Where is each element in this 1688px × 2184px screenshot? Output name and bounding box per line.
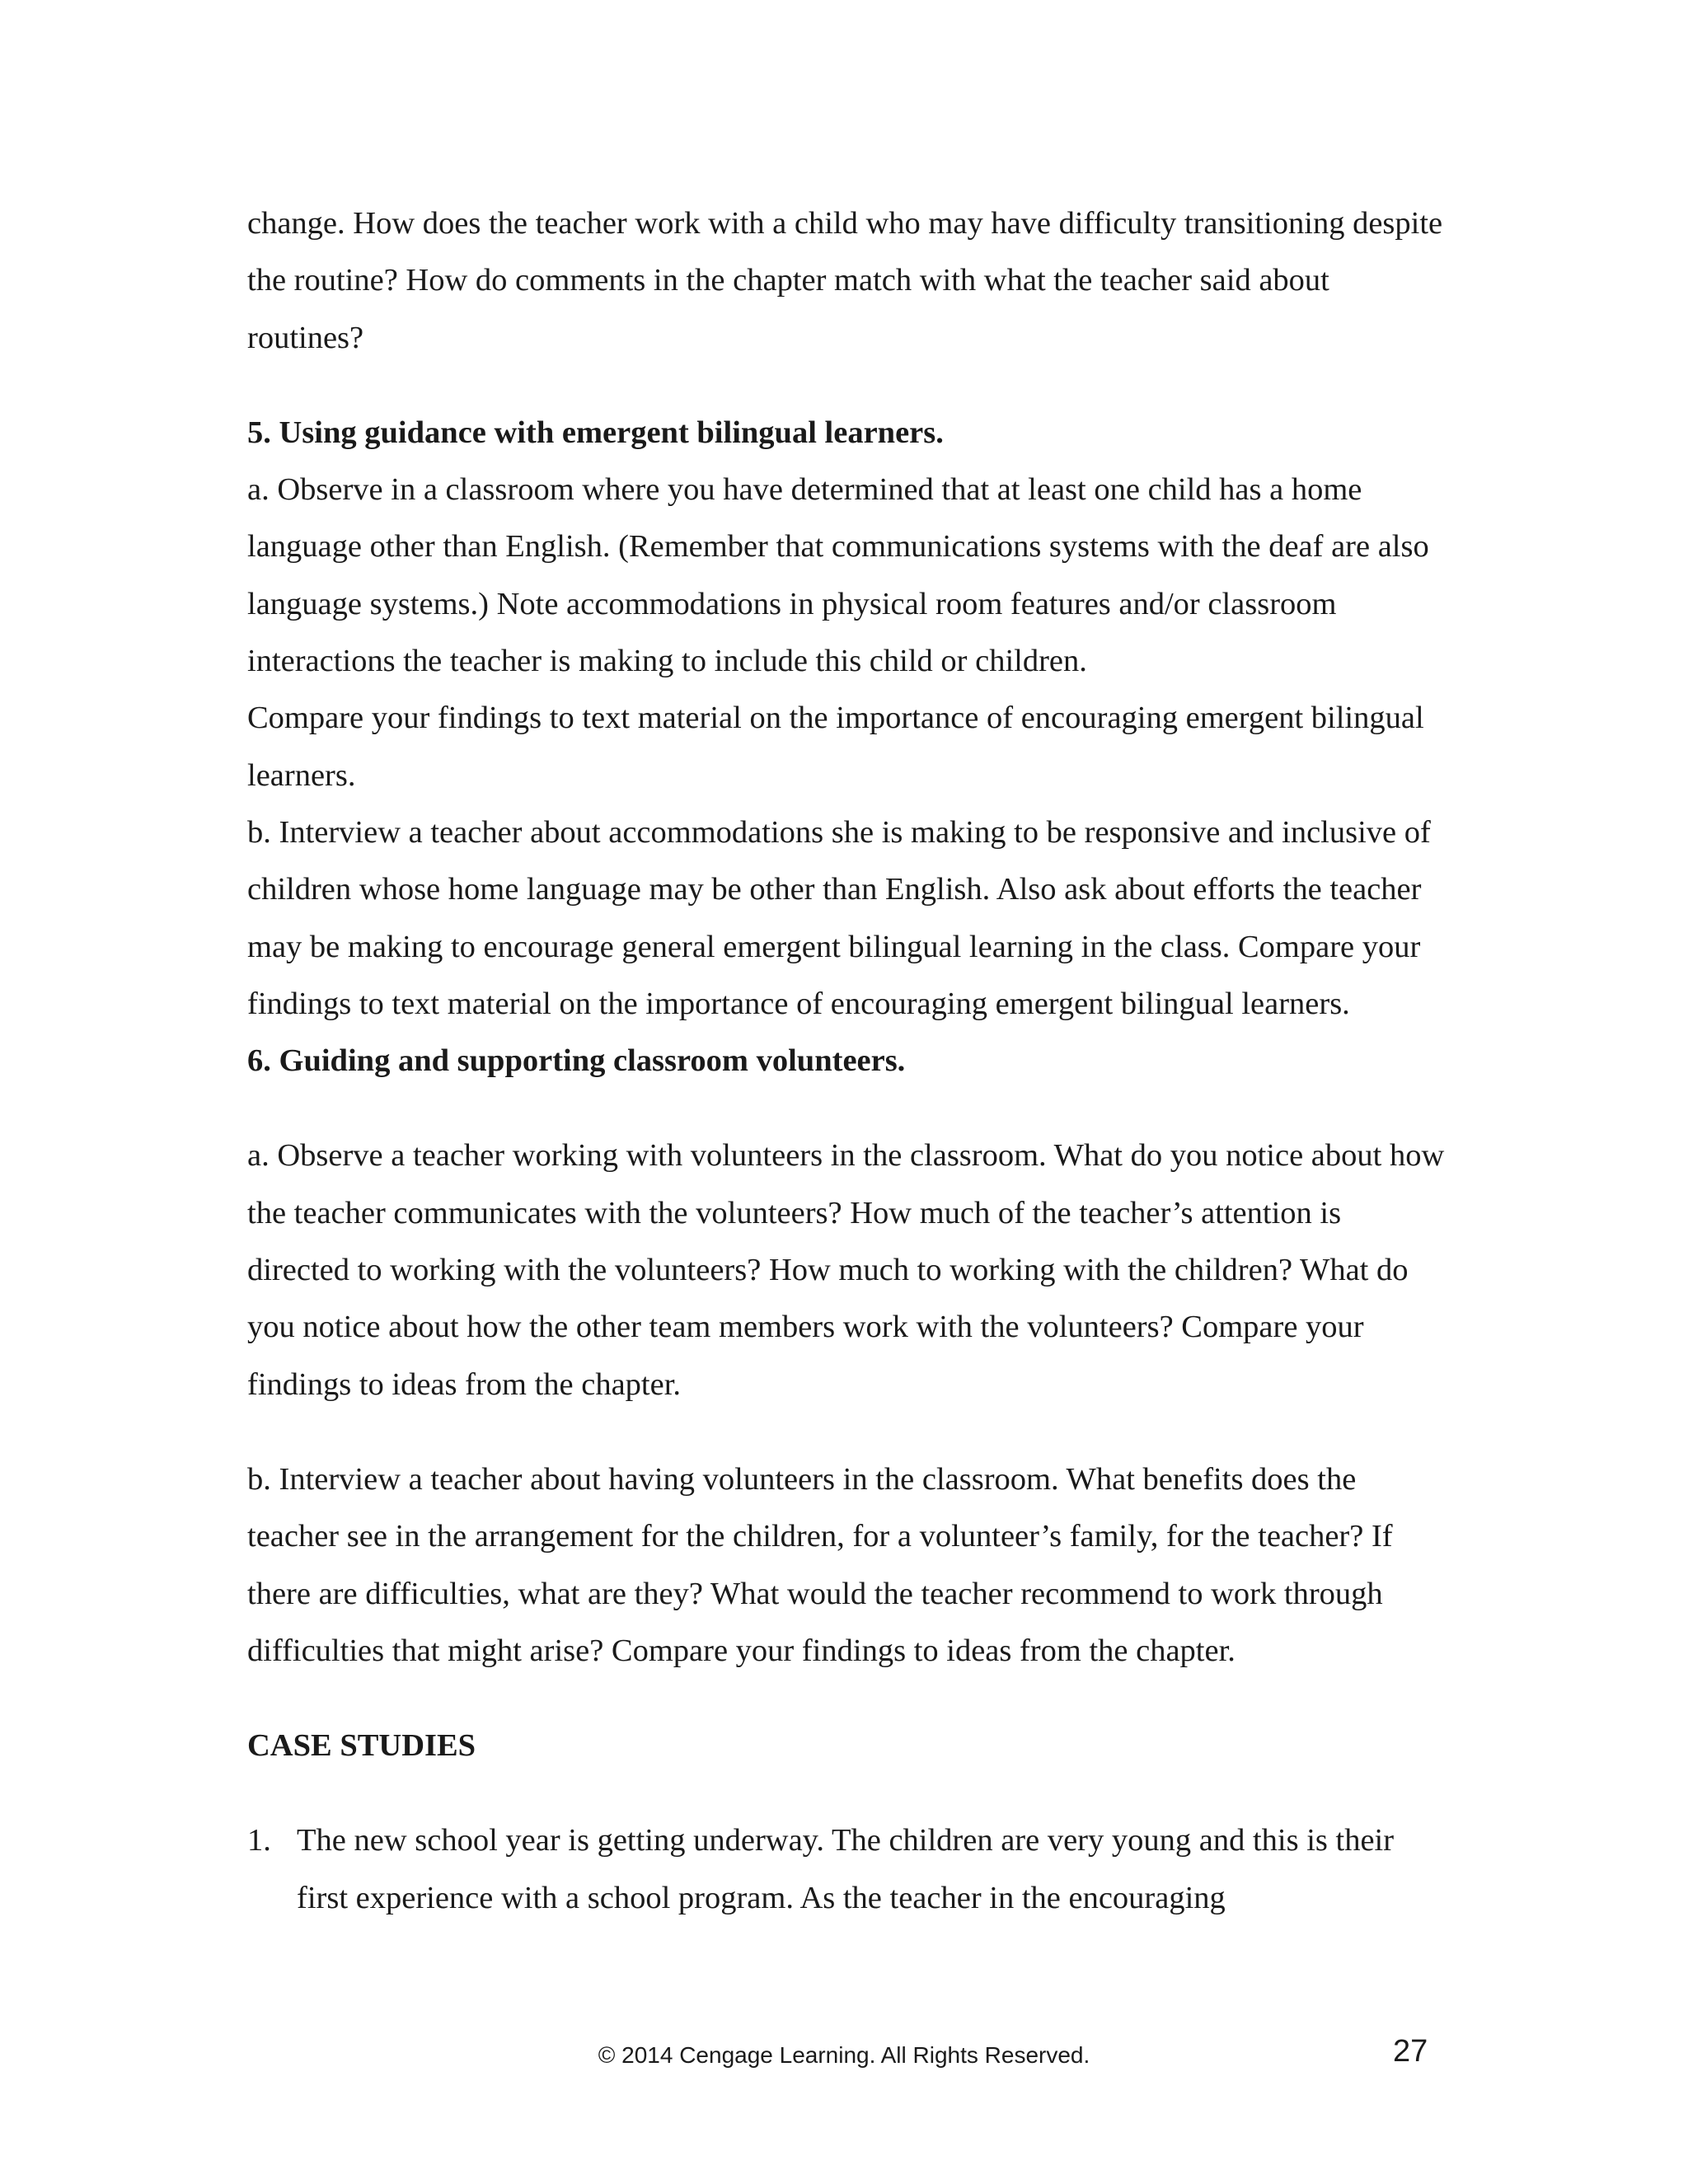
case-study-text: The new school year is getting underway. The children are very young and this is their first experience with a school program. As the teacher in the encouraging [297,1823,1395,1915]
page-number: 27 [1393,2034,1428,2069]
page-body [247,195,1451,1927]
footer-copyright: © 2014 Cengage Learning. All Rights Reserved. [598,2042,1090,2068]
section-6-part-a: a. Observe a teacher working with volunteers in the classroom. What do you notice about how the teacher communicates with the volunteers? How much of the teacher’s attention is directed to working with the volunteers? How much to working with the children? What do you notice about how the other team members work with the volunteers? Compare your findings to ideas from the chapter. [247,1138,1445,1402]
section-6-part-b: b. Interview a teacher about having volunteers in the classroom. What benefits does the teacher see in the arrangement for the children, for a volunteer’s family, for the teacher? If there are difficulties, what are they? What would the teacher recommend to work through difficulties that might arise? Compare your findings to ideas from the chapter. [247,1461,1393,1668]
section-5-part-a-compare: Compare your findings to text material on the importance of encouraging emergent bilingual learners. [247,701,1424,793]
case-study-number: 1. [247,1823,271,1858]
section-5-part-a: a. Observe in a classroom where you have determined that at least one child has a home language other than English. (Remember that communications systems with the deaf are also language systems.) Note accommodations in physical room features and/or classroom interactions the teacher is making to include this child or children. [247,472,1429,679]
intro-paragraph: change. How does the teacher work with a child who may have difficulty transitioning despite the routine? How do comments in the chapter match with what the teacher said about routines? [247,206,1443,355]
section-5-heading: 5. Using guidance with emergent bilingual learners. [247,415,944,450]
section-5-part-b: b. Interview a teacher about accommodations she is making to be responsive and inclusive of children whose home language may be other than English. Also ask about efforts the teacher may be making to encourage general emergent bilingual learning in the class. Compare your findings to text material on the importance of encouraging emergent bilingual learners. [247,814,1431,1021]
section-6-heading: 6. Guiding and supporting classroom volunteers. [247,1043,906,1079]
case-study-item [247,1812,1451,1927]
case-studies-heading: CASE STUDIES [247,1728,476,1764]
